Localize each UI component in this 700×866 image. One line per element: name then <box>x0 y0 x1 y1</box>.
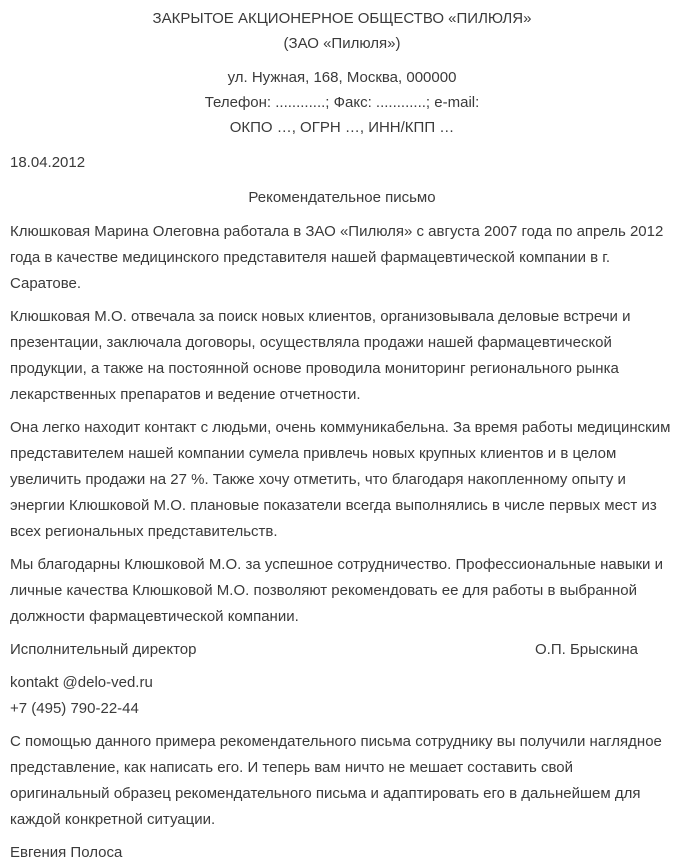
letter-paragraph-qualities: Она легко находит контакт с людьми, очень коммуникабельна. За время работы медицинским представителем нашей компании сумела привлечь новых крупных клиентов и в целом увеличить продажи на 27 %. Также хочу отметить, что благодаря накопленному опыту и энергии Клюшковой М.О. плановые показатели всегда выполнялись в числе первых мест из всех региональных представительств. <box>10 419 671 540</box>
letter-paragraph-duties: Клюшковая М.О. отвечала за поиск новых клиентов, организовывала деловые встречи и презентации, заключала договоры, осуществляла продажи нашей фармацевтической продукции, а также на постоянной основе проводила мониторинг регионального рынка лекарственных препаратов и ведение отчетности. <box>10 308 631 403</box>
letter-date: 18.04.2012 <box>10 154 86 171</box>
editorial-note: С помощью данного примера рекомендательного письма сотруднику вы получили наглядное представление, как написать его. И теперь вам ничто не мешает составить свой оригинальный образец рекомендательного письма и адаптировать его в дальнейшем для каждой конкретной ситуации. <box>10 733 662 828</box>
company-name-short: (ЗАО «Пилюля») <box>283 35 401 52</box>
letterhead <box>10 6 674 140</box>
author-name: Евгения Полоса <box>10 844 123 861</box>
signer-name: О.П. Брыскина <box>535 641 638 658</box>
letter-title: Рекомендательное письмо <box>248 189 436 206</box>
signer-position: Исполнительный директор <box>10 641 197 658</box>
letter-paragraph-employment: Клюшковая Марина Олеговна работала в ЗАО «Пилюля» с августа 2007 года по апрель 2012 года в качестве медицинского представителя нашей фармацевтической компании в г. Саратове. <box>10 223 664 292</box>
company-contacts-line: Телефон: ............; Факс: ............; e-mail: <box>204 94 480 111</box>
signature-row <box>10 637 674 663</box>
company-name-full: ЗАКРЫТОЕ АКЦИОНЕРНОЕ ОБЩЕСТВО «ПИЛЮЛЯ» <box>152 10 532 27</box>
letter-paragraph-recommendation: Мы благодарны Клюшковой М.О. за успешное сотрудничество. Профессиональные навыки и личные качества Клюшковой М.О. позволяют рекомендовать ее для работы в выбранной должности фармацевтической компании. <box>10 556 663 625</box>
contact-phone: +7 (495) 790-22-44 <box>10 700 139 717</box>
company-codes-line: ОКПО …, ОГРН …, ИНН/КПП … <box>229 119 455 136</box>
company-address: ул. Нужная, 168, Москва, 000000 <box>227 69 457 86</box>
contact-email: kontakt @delo-ved.ru <box>10 674 153 691</box>
contact-block <box>10 670 674 722</box>
